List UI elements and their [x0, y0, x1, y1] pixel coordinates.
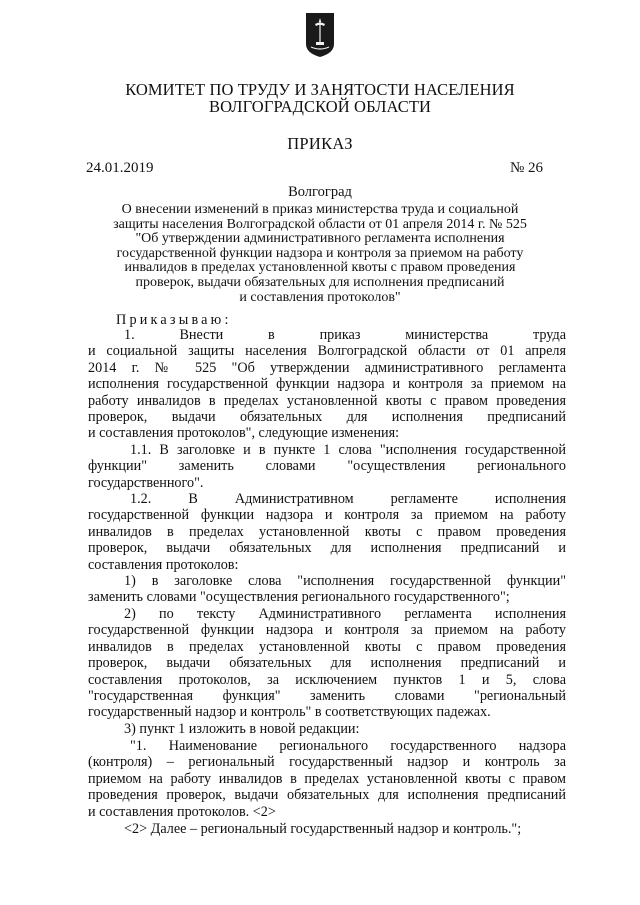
body-line: государственный надзор и контроль" в соответствующих падежах.: [88, 704, 491, 721]
body-line: проведения проверок, выдачи обязательных для исполнения предписаний: [88, 787, 566, 804]
subject-line: "Об утверждении административного регламента исполнения: [135, 231, 505, 247]
body-line: и социальной защиты населения Волгоградской области от 01 апреля: [88, 343, 566, 360]
committee-title-line1: КОМИТЕТ ПО ТРУДУ И ЗАНЯТОСТИ НАСЕЛЕНИЯ: [125, 80, 515, 99]
body-line: проверок, выдачи обязательных для исполнения предписаний и: [88, 655, 566, 672]
body-line: 1. Внести в приказ министерства труда: [124, 327, 566, 343]
body-line: проверок, выдачи обязательных для исполнения предписаний: [88, 408, 566, 425]
body-line: приемом на работу инвалидов в пределах установленной квоты с правом: [88, 770, 566, 787]
body-line: 2) по тексту Административного регламента исполнения: [124, 606, 566, 622]
subject-line: инвалидов в пределах установленной квоты с правом проведения: [124, 260, 516, 276]
body-line: инвалидов в пределах установленной квоты с правом проведения: [88, 523, 566, 540]
body-line: (контроля) – региональный государственный надзор и контроль за: [88, 754, 566, 771]
sub-item-3: [88, 721, 566, 737]
subject-line: и составления протоколов": [239, 289, 401, 305]
subject-line: О внесении изменений в приказ министерства труда и социальной: [121, 202, 519, 217]
sub-item-2: [88, 606, 566, 721]
document-date: 24.01.2019: [86, 160, 154, 176]
document-subject: [70, 203, 570, 305]
body-line: 1.2. В Административном регламенте исполнения: [130, 491, 566, 507]
body-line: исполнения государственной функции надзора и контроля за приемом на: [88, 376, 566, 393]
body-line: инвалидов в пределах установленной квоты с правом проведения: [88, 638, 566, 655]
subject-line: государственной функции надзора и контроля за приемом на работу: [116, 245, 524, 261]
item-1: [88, 327, 566, 442]
order-directive: Приказываю:: [116, 312, 232, 328]
body-line: функции" заменить словами "осуществления регионального: [88, 458, 566, 475]
body-line: проверок, выдачи обязательных для исполнения предписаний и: [88, 540, 566, 557]
body-line: 2014 г. № 525 "Об утверждении административного регламента: [88, 359, 566, 376]
subject-line: защиты населения Волгоградской области от 01 апреля 2014 г. № 525: [113, 216, 527, 232]
document-number: № 26: [510, 160, 544, 176]
body-line: государственной функции надзора и контроля за приемом на работу: [88, 622, 566, 639]
body-line: 1) в заголовке слова "исполнения государственной функции": [124, 573, 566, 589]
document-type: ПРИКАЗ: [287, 134, 353, 153]
body-line: "государственная функция" заменить словами "региональный: [88, 687, 566, 704]
body-line: составления протоколов, за исключением пунктов 1 и 5, слова: [88, 671, 566, 688]
quoted-new-wording: [88, 738, 566, 820]
body-line: составления протоколов:: [88, 556, 239, 573]
body-line: 1.1. В заголовке и в пункте 1 слова "исполнения государственной: [130, 442, 566, 458]
body-line: <2> Далее – региональный государственный надзор и контроль.";: [124, 821, 522, 837]
body-line: государственного".: [88, 474, 204, 491]
document-city: Волгоград: [288, 184, 352, 200]
item-1-2: [88, 491, 566, 573]
body-line: государственной функции надзора и контроля за приемом на работу: [88, 507, 566, 524]
coat-of-arms-icon: [305, 12, 335, 58]
sub-item-1: [88, 573, 566, 606]
footnote: [88, 821, 566, 837]
body-line: и составления протоколов. <2>: [88, 803, 276, 820]
committee-title-line2: ВОЛГОГРАДСКОЙ ОБЛАСТИ: [208, 97, 432, 116]
body-line: 3) пункт 1 изложить в новой редакции:: [124, 721, 360, 737]
body-line: заменить словами "осуществления регионального государственного";: [88, 589, 510, 606]
body-line: работу инвалидов в пределах установленной квоты с правом проведения: [88, 392, 566, 409]
item-1-1: [88, 442, 566, 491]
body-line: "1. Наименование регионального государственного надзора: [130, 738, 566, 754]
body-line: и составления протоколов", следующие изменения:: [88, 425, 400, 442]
subject-line: проверок, выдачи обязательных для исполнения предписаний: [135, 274, 505, 290]
